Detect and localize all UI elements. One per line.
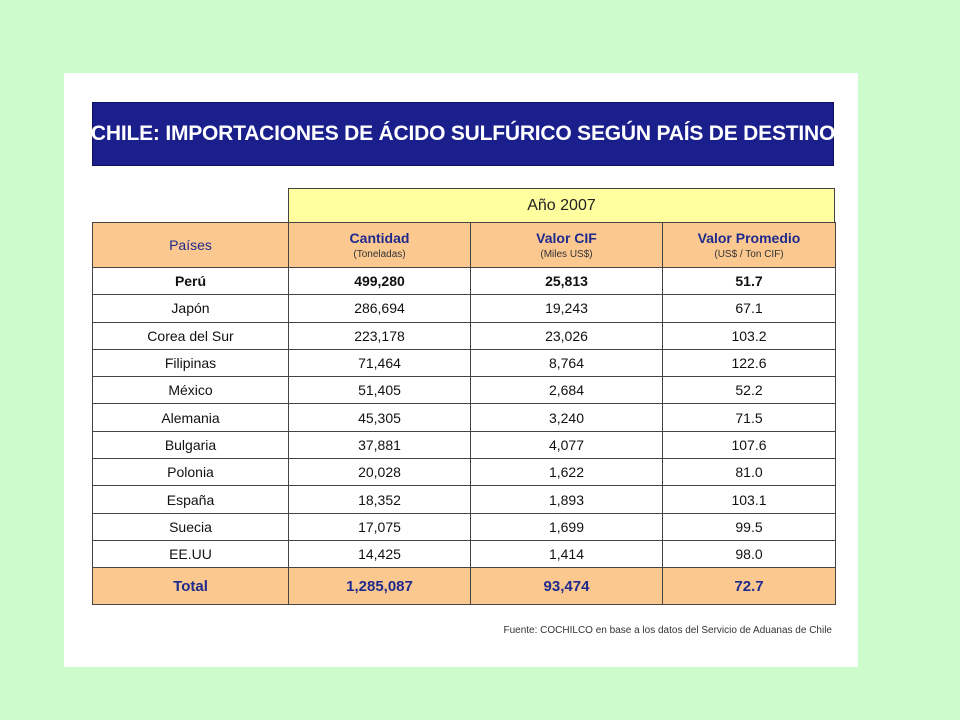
cell-quantity: 18,352 — [289, 486, 471, 513]
cell-cif: 25,813 — [471, 268, 663, 295]
cell-quantity: 37,881 — [289, 431, 471, 458]
cell-country: Perú — [93, 268, 289, 295]
column-header-avg-label: Valor Promedio — [697, 230, 801, 246]
table-row — [93, 322, 836, 349]
total-row — [93, 568, 836, 605]
cell-cif: 1,699 — [471, 513, 663, 540]
cell-avg: 71.5 — [663, 404, 836, 431]
cell-avg: 107.6 — [663, 431, 836, 458]
cell-country: España — [93, 486, 289, 513]
imports-table — [92, 222, 836, 605]
table-row — [93, 513, 836, 540]
cell-quantity: 51,405 — [289, 377, 471, 404]
cell-country: Suecia — [93, 513, 289, 540]
cell-cif: 23,026 — [471, 322, 663, 349]
column-header-avg — [663, 223, 836, 268]
source-note: Fuente: COCHILCO en base a los datos del Servicio de Aduanas de Chile — [503, 625, 832, 636]
cell-cif: 8,764 — [471, 349, 663, 376]
cell-cif: 1,622 — [471, 459, 663, 486]
cell-country: Bulgaria — [93, 431, 289, 458]
column-header-quantity-unit: (Toneladas) — [353, 249, 406, 260]
table-row — [93, 268, 836, 295]
cell-quantity: 14,425 — [289, 540, 471, 567]
cell-quantity: 223,178 — [289, 322, 471, 349]
cell-avg: 122.6 — [663, 349, 836, 376]
cell-avg: 52.2 — [663, 377, 836, 404]
cell-avg: 99.5 — [663, 513, 836, 540]
cell-country: Alemania — [93, 404, 289, 431]
cell-country: México — [93, 377, 289, 404]
column-header-quantity — [289, 223, 471, 268]
column-header-quantity-label: Cantidad — [349, 230, 410, 246]
table-body — [93, 268, 836, 568]
cell-avg: 51.7 — [663, 268, 836, 295]
total-cif: 93,474 — [471, 568, 663, 605]
cell-quantity: 17,075 — [289, 513, 471, 540]
table-row — [93, 349, 836, 376]
column-header-cif-unit: (Miles US$) — [540, 249, 593, 260]
cell-avg: 103.1 — [663, 486, 836, 513]
cell-avg: 81.0 — [663, 459, 836, 486]
table-row — [93, 540, 836, 567]
column-header-cif — [471, 223, 663, 268]
cell-country: Polonia — [93, 459, 289, 486]
total-label: Total — [93, 568, 289, 605]
cell-quantity: 45,305 — [289, 404, 471, 431]
cell-quantity: 499,280 — [289, 268, 471, 295]
cell-avg: 98.0 — [663, 540, 836, 567]
column-header-avg-unit: (US$ / Ton CIF) — [714, 249, 784, 260]
cell-cif: 1,414 — [471, 540, 663, 567]
cell-cif: 1,893 — [471, 486, 663, 513]
cell-cif: 4,077 — [471, 431, 663, 458]
table-row — [93, 404, 836, 431]
cell-cif: 19,243 — [471, 295, 663, 322]
cell-cif: 3,240 — [471, 404, 663, 431]
total-quantity: 1,285,087 — [289, 568, 471, 605]
column-header-country — [93, 223, 289, 268]
column-header-cif-label: Valor CIF — [536, 230, 597, 246]
cell-avg: 103.2 — [663, 322, 836, 349]
table-row — [93, 431, 836, 458]
page-title: CHILE: IMPORTACIONES DE ÁCIDO SULFÚRICO SEGÚN PAÍS DE DESTINO — [90, 122, 836, 145]
cell-country: Japón — [93, 295, 289, 322]
year-header: Año 2007 — [288, 188, 835, 223]
cell-country: Filipinas — [93, 349, 289, 376]
column-header-country-label: Países — [169, 237, 212, 253]
cell-country: EE.UU — [93, 540, 289, 567]
table-row — [93, 486, 836, 513]
cell-cif: 2,684 — [471, 377, 663, 404]
cell-country: Corea del Sur — [93, 322, 289, 349]
title-banner — [92, 102, 834, 166]
cell-quantity: 286,694 — [289, 295, 471, 322]
table-row — [93, 459, 836, 486]
table-row — [93, 295, 836, 322]
cell-avg: 67.1 — [663, 295, 836, 322]
table-header-row — [93, 223, 836, 268]
cell-quantity: 20,028 — [289, 459, 471, 486]
content-panel — [64, 73, 858, 667]
table-row — [93, 377, 836, 404]
total-avg: 72.7 — [663, 568, 836, 605]
cell-quantity: 71,464 — [289, 349, 471, 376]
